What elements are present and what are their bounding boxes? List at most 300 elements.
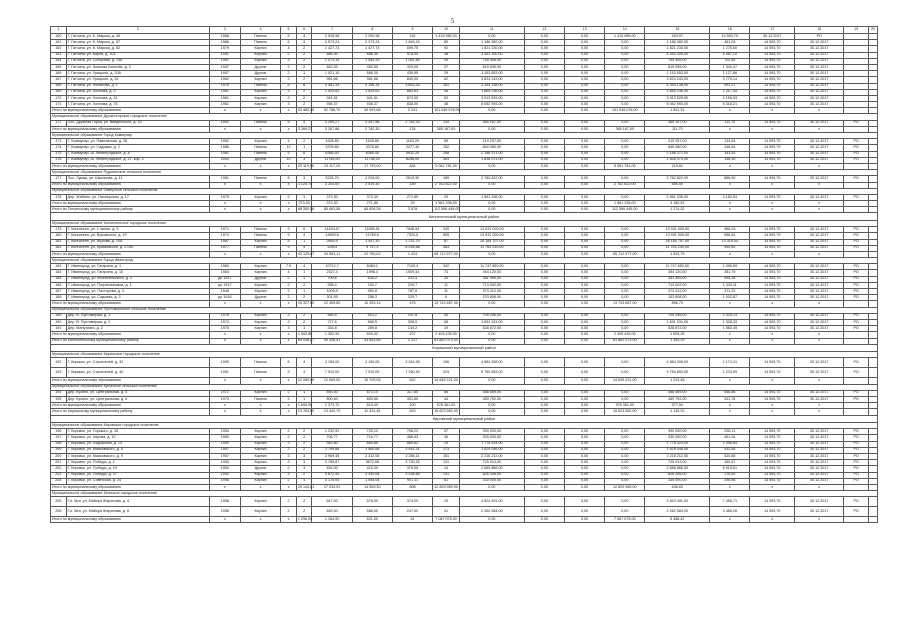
subtotal-cell: x	[281, 332, 297, 338]
subtotal-cell: x	[750, 163, 795, 169]
table-cell: 668,5	[352, 319, 392, 325]
table-cell: 6 487,10	[710, 52, 750, 58]
table-cell: Г.п. Мга, ул. Майора Жаринова, д. 6	[66, 507, 209, 517]
table-cell: 3 269,27	[312, 120, 352, 126]
table-cell: 163	[51, 52, 67, 58]
table-cell: 0,00	[564, 289, 604, 295]
table-cell: 390 000,00	[459, 429, 524, 435]
municipality-heading: Муниципальное образование Город Ивангород	[51, 258, 878, 264]
table-cell: 3	[296, 460, 312, 466]
table-cell: 3	[281, 460, 297, 466]
subtotal-cell: 85 463,58	[312, 207, 352, 213]
table-cell: 1	[296, 326, 312, 332]
subtotal-cell: x	[750, 517, 795, 523]
table-cell: 1 778 424,00	[645, 441, 710, 447]
table-cell: Г. Гатчина, ул. Хохлова, д. 5	[66, 89, 209, 95]
table-cell: 4	[281, 139, 297, 145]
subtotal-cell: 365 167,00	[605, 126, 645, 132]
table-cell: 2	[281, 429, 297, 435]
table-cell: 1998,4	[352, 270, 392, 276]
table-cell: 41	[433, 507, 460, 517]
subtotal-cell: 14 645 221,00	[605, 378, 645, 384]
subtotal-cell: x	[209, 409, 240, 415]
subtotal-cell: x	[710, 301, 750, 307]
table-cell: 0,00	[524, 46, 564, 52]
table-cell: 11	[433, 289, 460, 295]
subtotal-cell: x	[710, 251, 750, 257]
table-cell: 0,00	[605, 270, 645, 276]
table-cell: 1953	[209, 460, 240, 466]
table-cell: 2 262 584,00	[645, 507, 710, 517]
table-cell: 187	[51, 289, 67, 295]
table-cell: Г. Ивангород, ул. Гагарина, д. 15	[66, 270, 209, 276]
table-cell: 4	[296, 245, 312, 251]
table-cell: 436,95	[392, 71, 432, 77]
subtotal-cell: 12 829 969,00	[605, 484, 645, 490]
subtotal-cell: 13 743 687,00	[605, 301, 645, 307]
table-cell: 29	[433, 194, 460, 200]
table-cell: 27	[433, 64, 460, 70]
table-cell: 30.12.2017	[795, 145, 844, 151]
subtotal-cell: 33 843,66	[352, 338, 392, 344]
table-cell: 1 865 236,00	[645, 89, 710, 95]
table-cell: Кирпич	[240, 507, 280, 517]
table-cell: 14 593,70	[710, 34, 750, 40]
table-cell: Кирпич	[240, 239, 280, 245]
table-cell: 3	[296, 453, 312, 459]
table-cell: 30.12.2017	[795, 120, 844, 126]
table-cell: 3 799,66	[312, 447, 352, 453]
subtotal-cell: x	[240, 201, 280, 207]
table-cell: 2 685 866,00	[645, 466, 710, 472]
subtotal-cell: 2 519,30	[352, 182, 392, 188]
table-cell: 1981	[209, 176, 240, 182]
subtotal-cell: x	[795, 332, 844, 338]
table-cell: 0,00	[524, 466, 564, 472]
table-cell: 2	[296, 102, 312, 108]
subtotal-cell: x	[710, 403, 750, 409]
table-cell: 165	[51, 64, 67, 70]
subtotal-cell: x	[750, 403, 795, 409]
subtotal-cell: 2 762 822,00	[433, 182, 460, 188]
table-cell: 0,00	[564, 429, 604, 435]
subtotal-cell: x	[240, 378, 280, 384]
subtotal-cell: 0,00	[524, 201, 564, 207]
table-cell: 840,00	[392, 77, 432, 83]
table-cell: Г. Коммунар, ул. Садовая, д. 2	[66, 145, 209, 151]
subtotal-cell: 88 350,56	[297, 206, 315, 211]
table-cell: 705 256,00	[459, 313, 524, 319]
subtotal-cell: 12 069,00	[312, 378, 352, 384]
table-cell: 1951	[209, 52, 240, 58]
table-cell: 0,00	[564, 120, 604, 126]
table-cell: 0,00	[524, 472, 564, 478]
table-cell: 0,00	[524, 460, 564, 466]
subtotal-cell: 0,00	[459, 484, 524, 490]
table-cell: 4 884 308,00	[645, 358, 710, 368]
table-cell: Кирпич	[240, 270, 280, 276]
district-title: Киришский муниципальный район	[51, 344, 878, 352]
table-cell: 0,00	[524, 151, 564, 157]
subtotal-cell: x	[710, 108, 750, 114]
column-number-cell: 4	[240, 27, 280, 34]
table-cell: 180	[51, 233, 67, 239]
table-cell: 53	[433, 95, 460, 101]
table-cell: 0,00	[564, 270, 604, 276]
table-cell: РО	[844, 295, 869, 301]
table-cell: 1 583,45	[710, 326, 750, 332]
subtotal-cell: 2 217	[392, 338, 432, 344]
table-cell: Кирпич	[240, 478, 280, 484]
table-cell: 48	[433, 102, 460, 108]
table-cell: РО	[844, 120, 869, 126]
table-cell: 993,27	[710, 83, 750, 89]
table-cell: 0,00	[524, 245, 564, 251]
table-cell: 219 257,00	[645, 139, 710, 145]
table-cell: 14 593,70	[750, 157, 795, 163]
table-cell: 454 120,00	[459, 270, 524, 276]
subtotal-cell: 0,00	[564, 126, 604, 132]
table-cell: 373,30	[312, 194, 352, 200]
table-cell: 0,00	[605, 120, 645, 126]
table-cell: 528 872,00	[459, 326, 524, 332]
table-cell: 1973	[209, 396, 240, 402]
table-cell: 30.12.2017	[795, 270, 844, 276]
table-cell: 2	[296, 282, 312, 288]
table-cell: 30.12.2017	[795, 326, 844, 332]
table-cell: РО	[844, 227, 869, 233]
table-cell: 1986	[209, 40, 240, 46]
subtotal-cell: x	[209, 403, 240, 409]
empty-cell	[868, 507, 877, 517]
table-cell: 0,00	[605, 40, 645, 46]
table-cell: 308,0	[392, 319, 432, 325]
table-cell: 0,00	[605, 472, 645, 478]
table-cell: 2 573,24	[312, 40, 352, 46]
table-row	[51, 358, 878, 368]
subtotal-cell: 1 561 336,00	[433, 201, 460, 207]
table-cell: 2	[281, 71, 297, 77]
subtotal-cell: x	[240, 251, 280, 257]
table-cell: РО	[844, 245, 869, 251]
table-cell: Кирпич	[240, 390, 280, 396]
table-cell: 30.12.2017	[795, 77, 844, 83]
table-cell: 10712,7	[312, 264, 352, 270]
column-number-cell: 15	[645, 27, 710, 34]
table-cell: 0,00	[524, 447, 564, 453]
table-cell: РО	[844, 319, 869, 325]
table-cell: 620,88	[710, 453, 750, 459]
subtotal-label: Итого по муниципальному образованию	[51, 484, 210, 490]
table-cell: 3 663,34	[392, 83, 432, 89]
table-cell: 281,79	[710, 270, 750, 276]
table-cell: 2	[281, 64, 297, 70]
table-cell: 0,00	[605, 89, 645, 95]
subtotal-label: Итого по муниципальному образованию	[51, 251, 210, 257]
table-cell: 1	[296, 478, 312, 484]
subtotal-cell: 0,00	[459, 332, 524, 338]
subtotal-cell: x	[710, 484, 750, 490]
table-cell: 873,10	[352, 390, 392, 396]
table-cell: РО	[844, 289, 869, 295]
table-cell: 0,00	[564, 245, 604, 251]
table-cell: 1 836 073,00	[645, 157, 710, 163]
table-cell: 7 456,71	[710, 497, 750, 507]
column-number-cell: 2	[66, 27, 209, 34]
table-cell: 29	[433, 441, 460, 447]
table-cell: Г. Гатчина, ул. Урицкого, д. 34	[66, 77, 209, 83]
table-cell: 2 312,06	[352, 453, 392, 459]
table-cell: 30.12.2017	[795, 227, 844, 233]
table-cell: 713 002,00	[645, 282, 710, 288]
table-cell: 0,00	[524, 313, 564, 319]
subtotal-cell: 0,00	[564, 378, 604, 384]
table-cell: 0,00	[564, 368, 604, 378]
table-cell: 30.12.2017	[795, 289, 844, 295]
subtotal-cell: 0,00	[564, 409, 604, 415]
table-cell: 330 000,00	[459, 435, 524, 441]
table-cell: 4 672,40	[312, 472, 352, 478]
table-cell: 317,80	[392, 390, 432, 396]
table-cell: 4 381,34	[312, 83, 352, 89]
table-cell: 0,00	[524, 429, 564, 435]
subtotal-cell: 0,00	[564, 484, 604, 490]
table-cell: 872,00	[392, 95, 432, 101]
subtotal-cell: 600,02	[352, 332, 392, 338]
table-cell: 1 836 073,00	[459, 157, 524, 163]
table-cell: 14 593,70	[750, 478, 795, 484]
table-cell: 5 318,21	[710, 102, 750, 108]
table-cell: 0,00	[605, 447, 645, 453]
table-cell: 111,70	[710, 120, 750, 126]
table-cell: 0,00	[605, 319, 645, 325]
table-cell: 1977	[209, 245, 240, 251]
table-cell: 162	[51, 46, 67, 52]
table-cell: 164	[51, 58, 67, 64]
table-cell: 2	[281, 497, 297, 507]
subtotal-cell: 29	[392, 201, 432, 207]
subtotal-cell: x	[710, 201, 750, 207]
table-cell: 181	[433, 83, 460, 89]
table-cell: 44	[433, 396, 460, 402]
table-cell: 0,00	[605, 276, 645, 282]
subtotal-cell: x	[710, 517, 750, 523]
table-cell: Кирпич	[240, 326, 280, 332]
table-cell: 351 495,00	[645, 276, 710, 282]
table-cell: 186	[51, 282, 67, 288]
table-cell: Панель	[240, 227, 280, 233]
table-cell: 14	[433, 466, 460, 472]
table-cell: Г. Ивангород, ул. Пасторова, д. 4	[66, 289, 209, 295]
subtotal-cell: x	[795, 207, 844, 213]
table-cell: 4	[296, 34, 312, 40]
table-cell: 4 884 308,00	[459, 358, 524, 368]
table-cell: 3 770,14	[710, 77, 750, 83]
table-cell: 3	[296, 176, 312, 182]
table-cell: 3	[296, 194, 312, 200]
table-cell: 705 256,00	[645, 313, 710, 319]
table-cell: Г. Гатчина, ул. Карла, д. 101	[66, 52, 209, 58]
table-cell: 1974	[209, 319, 240, 325]
table-cell: 14 593,70	[750, 313, 795, 319]
table-cell: 14 593,70	[750, 227, 795, 233]
subtotal-cell: x	[281, 201, 297, 207]
table-cell: 4	[296, 368, 312, 378]
column-number-cell: 16	[710, 27, 750, 34]
empty-cell	[868, 497, 877, 507]
subtotal-label: Итого по муниципальному образованию	[51, 378, 210, 384]
table-cell: 0,00	[605, 396, 645, 402]
table-cell: 365 167,00	[645, 120, 710, 126]
table-cell: 179	[51, 227, 67, 233]
table-cell: 231,4	[392, 276, 432, 282]
table-cell: Панель	[240, 120, 280, 126]
table-cell: 30.12.2017	[795, 460, 844, 466]
table-cell: 19	[433, 326, 460, 332]
table-cell: 14 593,70	[750, 453, 795, 459]
column-number-cell: 10	[433, 27, 460, 34]
table-cell: 2	[281, 466, 297, 472]
table-cell: Другие	[240, 71, 280, 77]
table-cell: 7 360,50	[392, 368, 432, 378]
table-cell: 4 354 138,00	[459, 83, 524, 89]
table-cell: 14 593,70	[750, 64, 795, 70]
subtotal-cell: x	[750, 126, 795, 132]
table-cell: 0,00	[524, 89, 564, 95]
subtotal-cell: 856,50	[645, 182, 710, 188]
table-cell: 30.12.2017	[795, 295, 844, 301]
table-cell: Г. Кировск, ул. Маяковского, д. 5	[66, 447, 209, 453]
table-cell: 198	[51, 441, 67, 447]
table-cell: 568,30	[352, 71, 392, 77]
table-cell: 3	[281, 89, 297, 95]
table-cell: 0,00	[564, 466, 604, 472]
table-cell: 0,00	[564, 227, 604, 233]
subtotal-cell: 0,00	[459, 126, 524, 132]
table-cell: 462,53	[312, 64, 352, 70]
subtotal-cell: 0,00	[524, 378, 564, 384]
table-cell: Панель	[240, 233, 280, 239]
table-cell: 373 412,00	[645, 289, 710, 295]
table-cell: 0,00	[564, 396, 604, 402]
subtotal-cell: 0,00	[564, 301, 604, 307]
table-cell: 14 593,70	[750, 176, 795, 182]
table-cell: 1163,20	[392, 139, 432, 145]
table-cell: 1 328,33	[710, 319, 750, 325]
subtotal-cell: 636,63	[645, 484, 710, 490]
table-cell: 1 081,80	[392, 58, 432, 64]
table-cell: 0,00	[524, 40, 564, 46]
table-cell: 374,00	[392, 497, 432, 507]
table-cell: Г. Гатчина, ул. Хохлова, д. 75	[66, 102, 209, 108]
table-cell: 3	[296, 40, 312, 46]
table-cell: 0,00	[605, 264, 645, 270]
table-cell: 1960	[209, 435, 240, 441]
table-cell: 8256,00	[392, 157, 432, 163]
table-cell: 0,00	[605, 289, 645, 295]
subtotal-cell: 20 144,51	[297, 484, 315, 489]
table-cell: 1 457,30	[352, 239, 392, 245]
table-cell: 0,00	[605, 139, 645, 145]
table-cell: 1966	[209, 34, 240, 40]
table-cell: 611,78	[710, 396, 750, 402]
table-cell: 3 204,00	[352, 176, 392, 182]
table-cell: РО	[844, 368, 869, 378]
table-cell: 0,00	[524, 276, 564, 282]
subtotal-cell: 0,00	[459, 409, 524, 415]
table-cell: 546,86	[710, 390, 750, 396]
table-cell: 586,00	[352, 507, 392, 517]
table-cell: 800,60	[352, 396, 392, 402]
subtotal-cell: x	[710, 332, 750, 338]
table-cell: Панель	[240, 34, 280, 40]
table-cell: РО	[844, 194, 869, 200]
table-cell: 2	[296, 139, 312, 145]
table-cell: 787,6	[392, 289, 432, 295]
subtotal-cell: 5 468,42	[645, 517, 710, 523]
table-cell: 178	[51, 194, 67, 200]
table-cell: 893,40	[312, 390, 352, 396]
table-cell: 30.12.2017	[795, 390, 844, 396]
table-cell: 1	[296, 239, 312, 245]
column-number-cell: 14	[605, 27, 645, 34]
table-cell: Кирпич	[240, 52, 280, 58]
table-cell: 7105,4	[392, 264, 432, 270]
municipality-heading: Муниципальное образование Кировское городское поселение	[51, 423, 878, 429]
table-cell: 2	[281, 435, 297, 441]
table-cell: 0,00	[605, 441, 645, 447]
table-cell: 2 186 371,00	[645, 151, 710, 157]
table-cell: 14 593,70	[750, 145, 795, 151]
subtotal-cell: 522	[392, 378, 432, 384]
table-cell: Кирпич	[240, 46, 280, 52]
register-sheet	[50, 26, 878, 523]
table-cell: 0,00	[605, 390, 645, 396]
subtotal-cell: 65 712 977,00	[605, 251, 645, 257]
column-number-cell: 7	[312, 27, 352, 34]
table-cell: 271,80	[392, 194, 432, 200]
table-cell: 2	[296, 472, 312, 478]
table-cell: 295,86	[710, 478, 750, 484]
table-cell: 0,00	[605, 507, 645, 517]
table-cell: 11760,6	[352, 233, 392, 239]
table-cell: 0,00	[564, 507, 604, 517]
table-cell: 14 593,70	[750, 194, 795, 200]
table-cell: 14 593,70	[750, 102, 795, 108]
table-cell: 5	[281, 176, 297, 182]
table-cell: 258,3	[352, 295, 392, 301]
subtotal-cell: 1 373,70	[312, 403, 352, 409]
table-cell: 11746,20	[352, 157, 392, 163]
table-cell: 11 747 850,00	[459, 264, 524, 270]
table-cell: 488 569,00	[459, 390, 524, 396]
table-cell: 3 560,66	[352, 447, 392, 453]
table-cell: 229,7	[392, 282, 432, 288]
table-cell: 3670,08	[352, 460, 392, 466]
subtotal-cell: 112 556 445,00	[434, 206, 460, 211]
table-cell: 755 406,00	[459, 58, 524, 64]
table-cell: Пос. Лукаш, ул. Школьная, д. 11	[66, 176, 209, 182]
column-number-cell: 6	[296, 27, 312, 34]
subtotal-cell: x	[209, 378, 240, 384]
table-cell: 0,00	[564, 139, 604, 145]
table-cell: 1954	[209, 429, 240, 435]
table-cell: 649,00	[312, 507, 352, 517]
table-cell: 6	[433, 295, 460, 301]
table-cell: 9	[281, 233, 297, 239]
subtotal-cell: 111,70	[645, 126, 710, 132]
table-cell: Г. Коммунар, ш. Ленинградское, д. 8	[66, 151, 209, 157]
